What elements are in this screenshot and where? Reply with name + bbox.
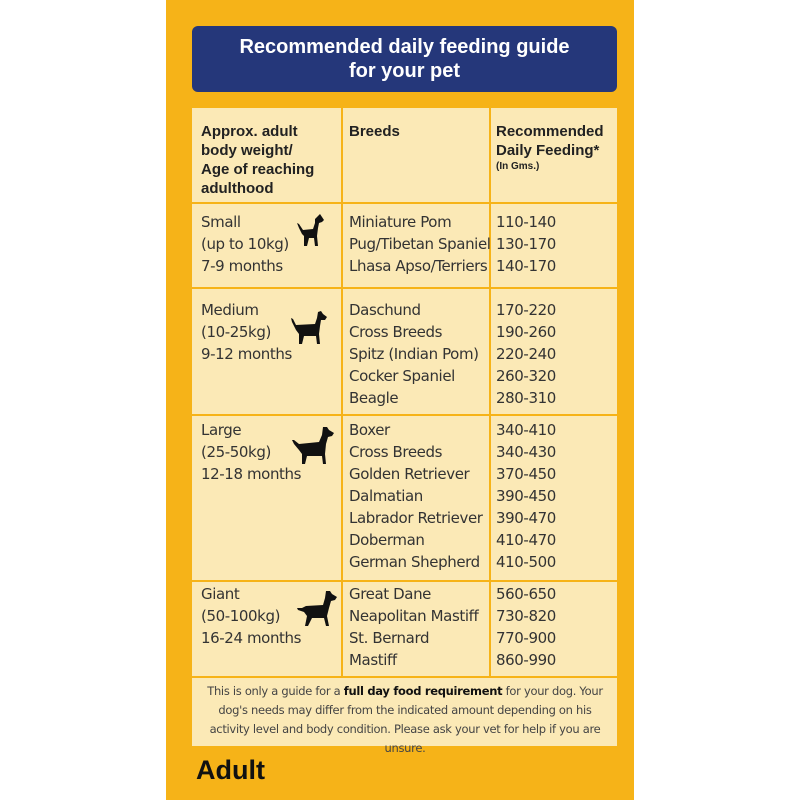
- group-small-breeds: [349, 211, 491, 277]
- breed-name: Beagle: [349, 389, 399, 407]
- group-small-info: [201, 211, 289, 277]
- giant-dog-icon: [296, 590, 338, 628]
- title-banner: [192, 26, 617, 92]
- feeding-amount: 860-990: [496, 651, 556, 669]
- medium-dog-icon: [290, 310, 328, 346]
- group-small-feeding: [496, 211, 556, 277]
- header-text: body weight/: [201, 142, 293, 159]
- breed-name: Dalmatian: [349, 487, 423, 505]
- header-breeds: Breeds: [349, 123, 400, 140]
- size-label: Giant: [201, 585, 240, 603]
- group-large-feeding: [496, 419, 556, 573]
- group-giant-info: [201, 583, 301, 649]
- column-divider: [341, 108, 343, 676]
- row-divider: [192, 414, 617, 416]
- title-line-2: for your pet: [348, 60, 461, 82]
- header-weight-age: [201, 122, 314, 198]
- small-dog-icon: [296, 214, 326, 248]
- header-text: adulthood: [201, 180, 274, 197]
- feeding-amount: 730-820: [496, 607, 556, 625]
- group-giant-breeds: [349, 583, 478, 671]
- breed-name: Cross Breeds: [349, 443, 443, 461]
- note-text: for your dog. Your dog's needs may differ from the indicated amount depending on his activity level and body condition. Please ask your vet for help if you are unsure.: [209, 684, 603, 755]
- group-medium-info: [201, 299, 292, 365]
- header-text: Daily Feeding*: [496, 142, 600, 159]
- breed-name: Golden Retriever: [349, 465, 470, 483]
- feeding-amount: 220-240: [496, 345, 556, 363]
- header-unit: (In Gms.): [496, 161, 540, 172]
- breed-name: St. Bernard: [349, 629, 430, 647]
- header-text: Recommended: [496, 123, 604, 140]
- feeding-amount: 340-410: [496, 421, 556, 439]
- feeding-amount: 130-170: [496, 235, 556, 253]
- header-text: Age of reaching: [201, 161, 315, 178]
- feeding-amount: 390-450: [496, 487, 556, 505]
- weight-label: (50-100kg): [201, 607, 281, 625]
- group-large-breeds: [349, 419, 483, 573]
- group-medium-feeding: [496, 299, 556, 409]
- breed-name: Great Dane: [349, 585, 432, 603]
- header-text: Approx. adult: [201, 123, 298, 140]
- note-emphasis: full day food requirement: [343, 684, 503, 698]
- row-divider: [192, 580, 617, 582]
- feeding-amount: 190-260: [496, 323, 556, 341]
- breed-name: Cross Breeds: [349, 323, 443, 341]
- column-divider: [489, 108, 491, 676]
- breed-name: Mastiff: [349, 651, 397, 669]
- feeding-amount: 560-650: [496, 585, 556, 603]
- note-text: This is only a guide for a: [207, 684, 344, 698]
- size-label: Medium: [201, 301, 259, 319]
- age-label: 12-18 months: [201, 465, 302, 483]
- disclaimer-note: [200, 682, 610, 758]
- feeding-amount: 260-320: [496, 367, 556, 385]
- feeding-amount: 410-500: [496, 553, 556, 571]
- header-feeding: [496, 122, 604, 174]
- weight-label: (25-50kg): [201, 443, 271, 461]
- breed-name: Lhasa Apso/Terriers: [349, 257, 488, 275]
- life-stage-label: Adult: [196, 755, 265, 785]
- breed-name: Spitz (Indian Pom): [349, 345, 479, 363]
- feeding-amount: 280-310: [496, 389, 556, 407]
- group-giant-feeding: [496, 583, 556, 671]
- breed-name: Pug/Tibetan Spaniel: [349, 235, 491, 253]
- feeding-amount: 170-220: [496, 301, 556, 319]
- large-dog-icon: [291, 426, 335, 466]
- breed-name: Boxer: [349, 421, 390, 439]
- feeding-amount: 370-450: [496, 465, 556, 483]
- breed-name: Miniature Pom: [349, 213, 452, 231]
- feeding-amount: 390-470: [496, 509, 556, 527]
- feeding-amount: 410-470: [496, 531, 556, 549]
- feeding-amount: 340-430: [496, 443, 556, 461]
- feeding-amount: 140-170: [496, 257, 556, 275]
- breed-name: Labrador Retriever: [349, 509, 483, 527]
- feeding-amount: 770-900: [496, 629, 556, 647]
- group-large-info: [201, 419, 301, 485]
- breed-name: German Shepherd: [349, 553, 480, 571]
- weight-label: (10-25kg): [201, 323, 271, 341]
- breed-name: Cocker Spaniel: [349, 367, 455, 385]
- breed-name: Neapolitan Mastiff: [349, 607, 479, 625]
- row-divider: [192, 676, 617, 678]
- row-divider: [192, 287, 617, 289]
- row-divider: [192, 202, 617, 204]
- age-label: 7-9 months: [201, 257, 283, 275]
- title-line-1: Recommended daily feeding guide: [239, 36, 570, 58]
- group-medium-breeds: [349, 299, 479, 409]
- size-label: Large: [201, 421, 242, 439]
- weight-label: (up to 10kg): [201, 235, 289, 253]
- size-label: Small: [201, 213, 241, 231]
- breed-name: Doberman: [349, 531, 425, 549]
- age-label: 9-12 months: [201, 345, 292, 363]
- feeding-amount: 110-140: [496, 213, 556, 231]
- breed-name: Daschund: [349, 301, 421, 319]
- age-label: 16-24 months: [201, 629, 302, 647]
